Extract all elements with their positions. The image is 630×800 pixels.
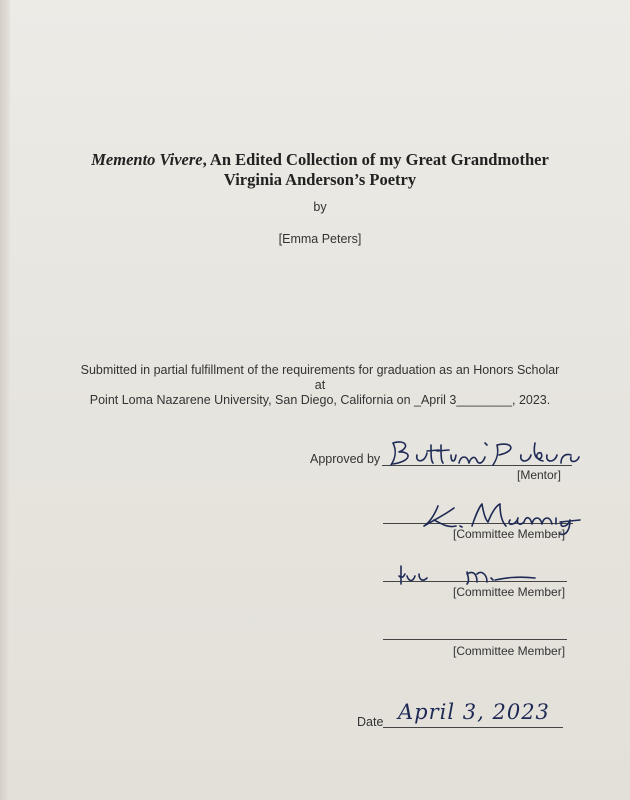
title-line-1 bbox=[40, 150, 600, 170]
committee-1-role: [Committee Member] bbox=[453, 527, 566, 541]
mentor-signature bbox=[385, 437, 580, 469]
page-edge-shadow bbox=[0, 0, 10, 800]
title-line-2: Virginia Anderson’s Poetry bbox=[223, 170, 417, 189]
submission-line-3: Point Loma Nazarene University, San Diego, California on _April 3________, 2023. bbox=[89, 393, 551, 407]
author-name: [Emma Peters] bbox=[278, 232, 362, 246]
date-line bbox=[383, 727, 563, 728]
mentor-role: [Mentor] bbox=[517, 468, 562, 482]
submission-line-2: at bbox=[314, 378, 326, 392]
committee-3-signature-line bbox=[383, 639, 567, 640]
submission-line-1: Submitted in partial fulfillment of the requirements for graduation as an Honors Scholar bbox=[80, 363, 560, 377]
date-handwritten: April 3, 2023 bbox=[398, 700, 550, 724]
committee-2-role: [Committee Member] bbox=[453, 585, 566, 599]
title-rest: , An Edited Collection of my Great Grandmother bbox=[202, 150, 549, 169]
title-italic: Memento Vivere bbox=[91, 150, 203, 169]
approved-by-label: Approved by bbox=[310, 452, 381, 466]
committee-3-role: [Committee Member] bbox=[453, 644, 566, 658]
date-label: Date bbox=[357, 715, 384, 729]
by-text: by bbox=[313, 200, 327, 214]
committee-2-signature bbox=[395, 562, 545, 586]
